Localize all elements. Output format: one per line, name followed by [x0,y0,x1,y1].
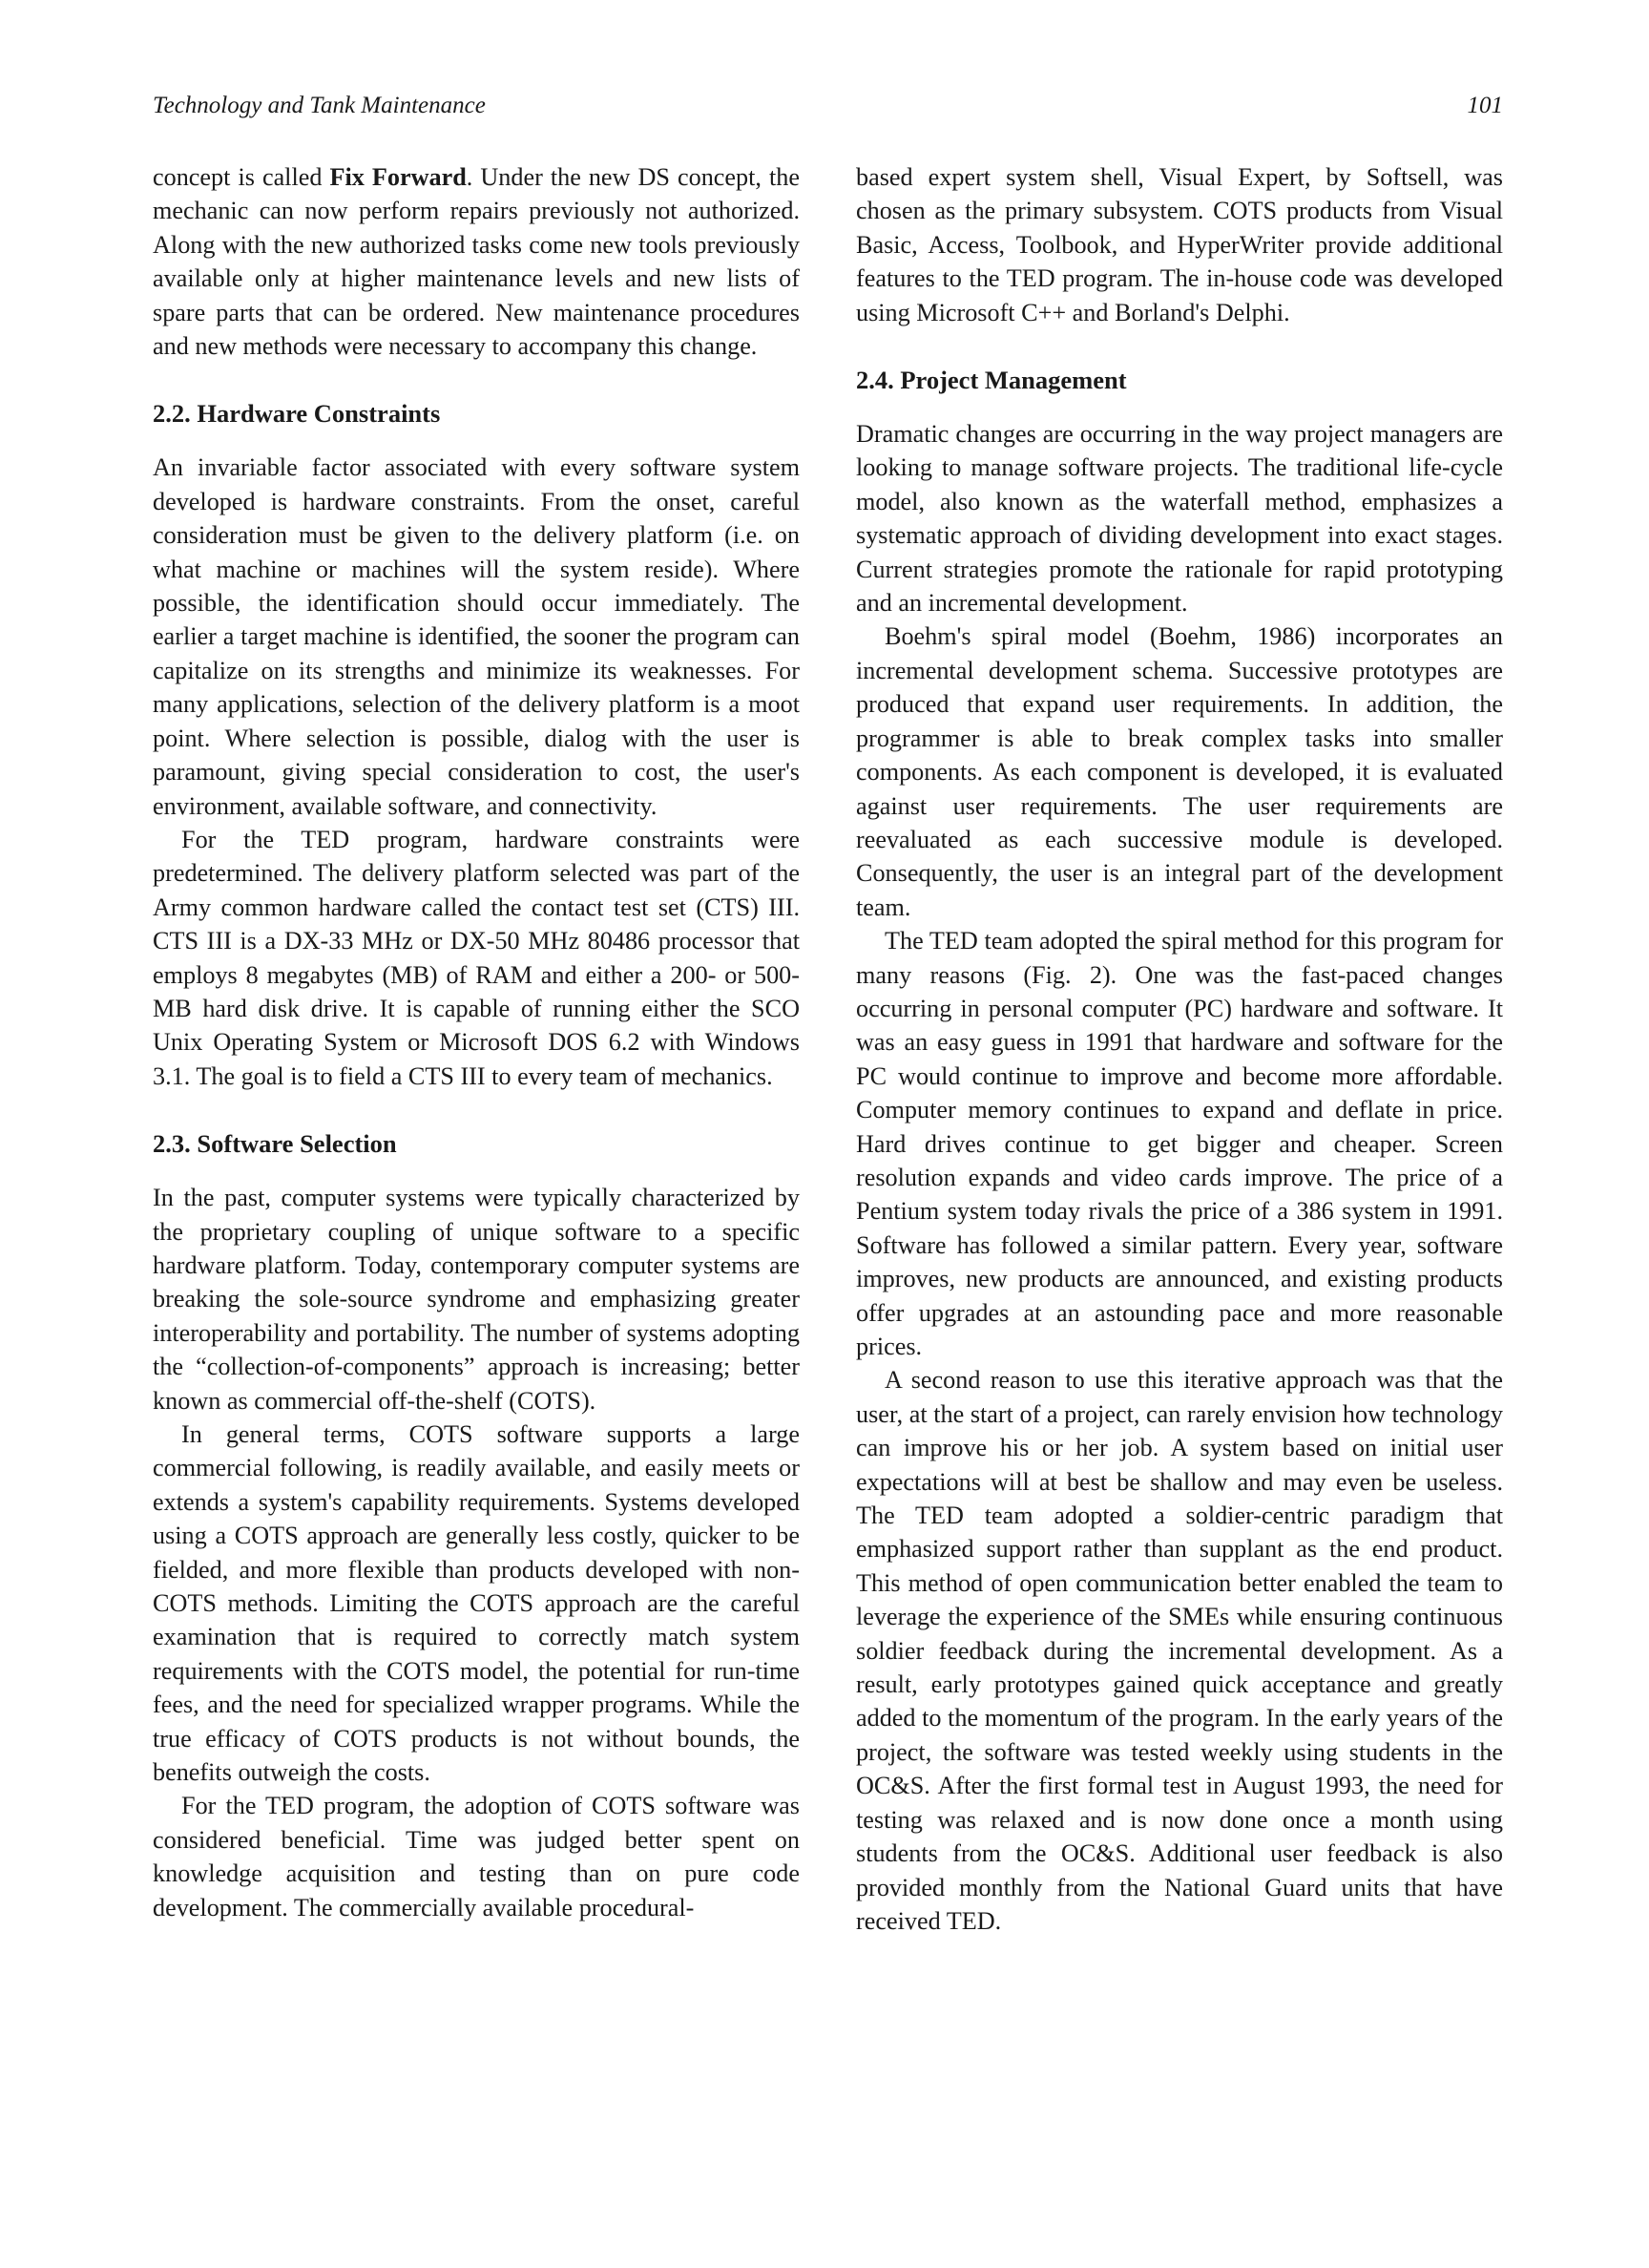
paragraph-software-intro: In the past, computer systems were typically characterized by the proprietary coupling of unique software to a specific hardware platform. Today, contemporary computer systems are breaking the sole-source syndrome and emphasizing greater interoperability and portability. The number of systems adopting the “collection-of-components” approach is increasing; better known as commercial off-the-shelf (COTS). [153,1184,800,1415]
section-heading-hardware-constraints: 2.2. Hardware Constraints [153,399,441,429]
paragraph-hardware-ted: For the TED program, hardware constraints were predetermined. The delivery platform selected was part of the Army common hardware called the contact test set (CTS) III. CTS III is a DX-33 MHz or DX-50 MHz 80486 processor that employs 8 megabytes (MB) of RAM and either a 200- or 500-MB hard disk drive. It is capable of running either the SCO Unix Operating System or Microsoft DOS 6.2 with Windows 3.1. The goal is to field a CTS III to every team of mechanics. [153,825,800,1090]
term-fix-forward: Fix Forward [329,163,467,191]
paragraph-pm-intro: Dramatic changes are occurring in the way project managers are looking to manage software projects. The traditional life-cycle model, also known as the waterfall method, emphasizes a systematic approach of dividing development into exact stages. Current strategies promote the rationale for rapid prototyping and an incremental development. [856,420,1503,618]
paragraph-cots-ted: For the TED program, the adoption of COTS software was considered beneficial. Time was judged better spent on knowledge acquisition and testing than on pure code development. The commercially available procedural- [153,1792,800,1922]
section-heading-project-management: 2.4. Project Management [856,366,1127,395]
section-heading-software-selection: 2.3. Software Selection [153,1129,397,1159]
paragraph-cots-general: In general terms, COTS software supports a large commercial following, is readily available, and easily meets or extends a system's capability requirements. Systems developed using a COTS approach are generally less costly, quicker to be fielded, and more flexible than products developed with non-COTS methods. Limiting the COTS approach are the careful examination that is required to correctly match system requirements with the COTS model, the potential for run-time fees, and the need for specialized wrapper programs. While the true efficacy of COTS products is not without bounds, the benefits outweigh the costs. [153,1420,800,1787]
paragraph-spiral-reasons: The TED team adopted the spiral method for this program for many reasons (Fig. 2). One was the fast-paced changes occurring in personal computer (PC) hardware and software. It was an easy guess in 1991 that hardware and software for the PC would continue to improve and become more affordable. Computer memory continues to expand and deflate in price. Hard drives continue to get bigger and cheaper. Screen resolution expands and video cards improve. The price of a Pentium system today rivals the price of a 386 system in 1991. Software has followed a similar pattern. Every year, software improves, new products are announced, and existing products offer upgrades at an astounding pace and more reasonable prices. [856,927,1503,1360]
paragraph-fix-forward [153,160,800,363]
right-column [856,160,1503,1938]
left-column [153,160,800,1924]
paragraph-hardware-intro: An invariable factor associated with every software system developed is hardware constraints. From the onset, careful consideration must be given to the delivery platform (i.e. on what machine or machines will the system reside). Where possible, the identification should occur immediately. The earlier a target machine is identified, the sooner the program can capitalize on its strengths and minimize its weaknesses. For many applications, selection of the delivery platform is a moot point. Where selection is possible, dialog with the user is paramount, giving special consideration to cost, the user's environment, available software, and connectivity. [153,453,800,820]
paragraph-text: concept is called [153,163,330,191]
running-head [153,92,1503,120]
page-number: 101 [1467,93,1503,118]
running-title: Technology and Tank Maintenance [153,93,486,118]
paragraph-iterative-approach: A second reason to use this iterative approach was that the user, at the start of a project, can rarely envision how technology can improve his or her job. A system based on initial user expectations will at best be shallow and may even be useless. The TED team adopted a soldier-centric paradigm that emphasized support rather than supplant as the end product. This method of open communication better enabled the team to leverage the experience of the SMEs while ensuring continuous soldier feedback during the incremental development. As a result, early prototypes gained quick acceptance and greatly added to the momentum of the program. In the early years of the project, the software was tested weekly using students in the OC&S. After the first formal test in August 1993, the need for testing was relaxed and is now done once a month using students from the OC&S. Additional user feedback is also provided monthly from the National Guard units that have received TED. [856,1366,1503,1935]
paragraph-spiral-model: Boehm's spiral model (Boehm, 1986) incorporates an incremental development schema. Successive prototypes are produced that expand user requirements. In addition, the programmer is able to break complex tasks into smaller components. As each component is developed, it is evaluated against user requirements. The user requirements are reevaluated as each successive module is developed. Consequently, the user is an integral part of the development team. [856,622,1503,921]
paragraph-expert-shell: based expert system shell, Visual Expert, by Softsell, was chosen as the primary subsystem. COTS products from Visual Basic, Access, Toolbook, and HyperWriter provide additional features to the TED program. The in-house code was developed using Microsoft C++ and Borland's Delphi. [856,163,1503,326]
paragraph-text: . Under the new DS concept, the mechanic can now perform repairs previously not authorized. Along with the new authorized tasks come new tools previously available only at higher maintenance levels and new lists of spare parts that can be ordered. New maintenance procedures and new methods were necessary to accompany this change. [153,163,800,361]
